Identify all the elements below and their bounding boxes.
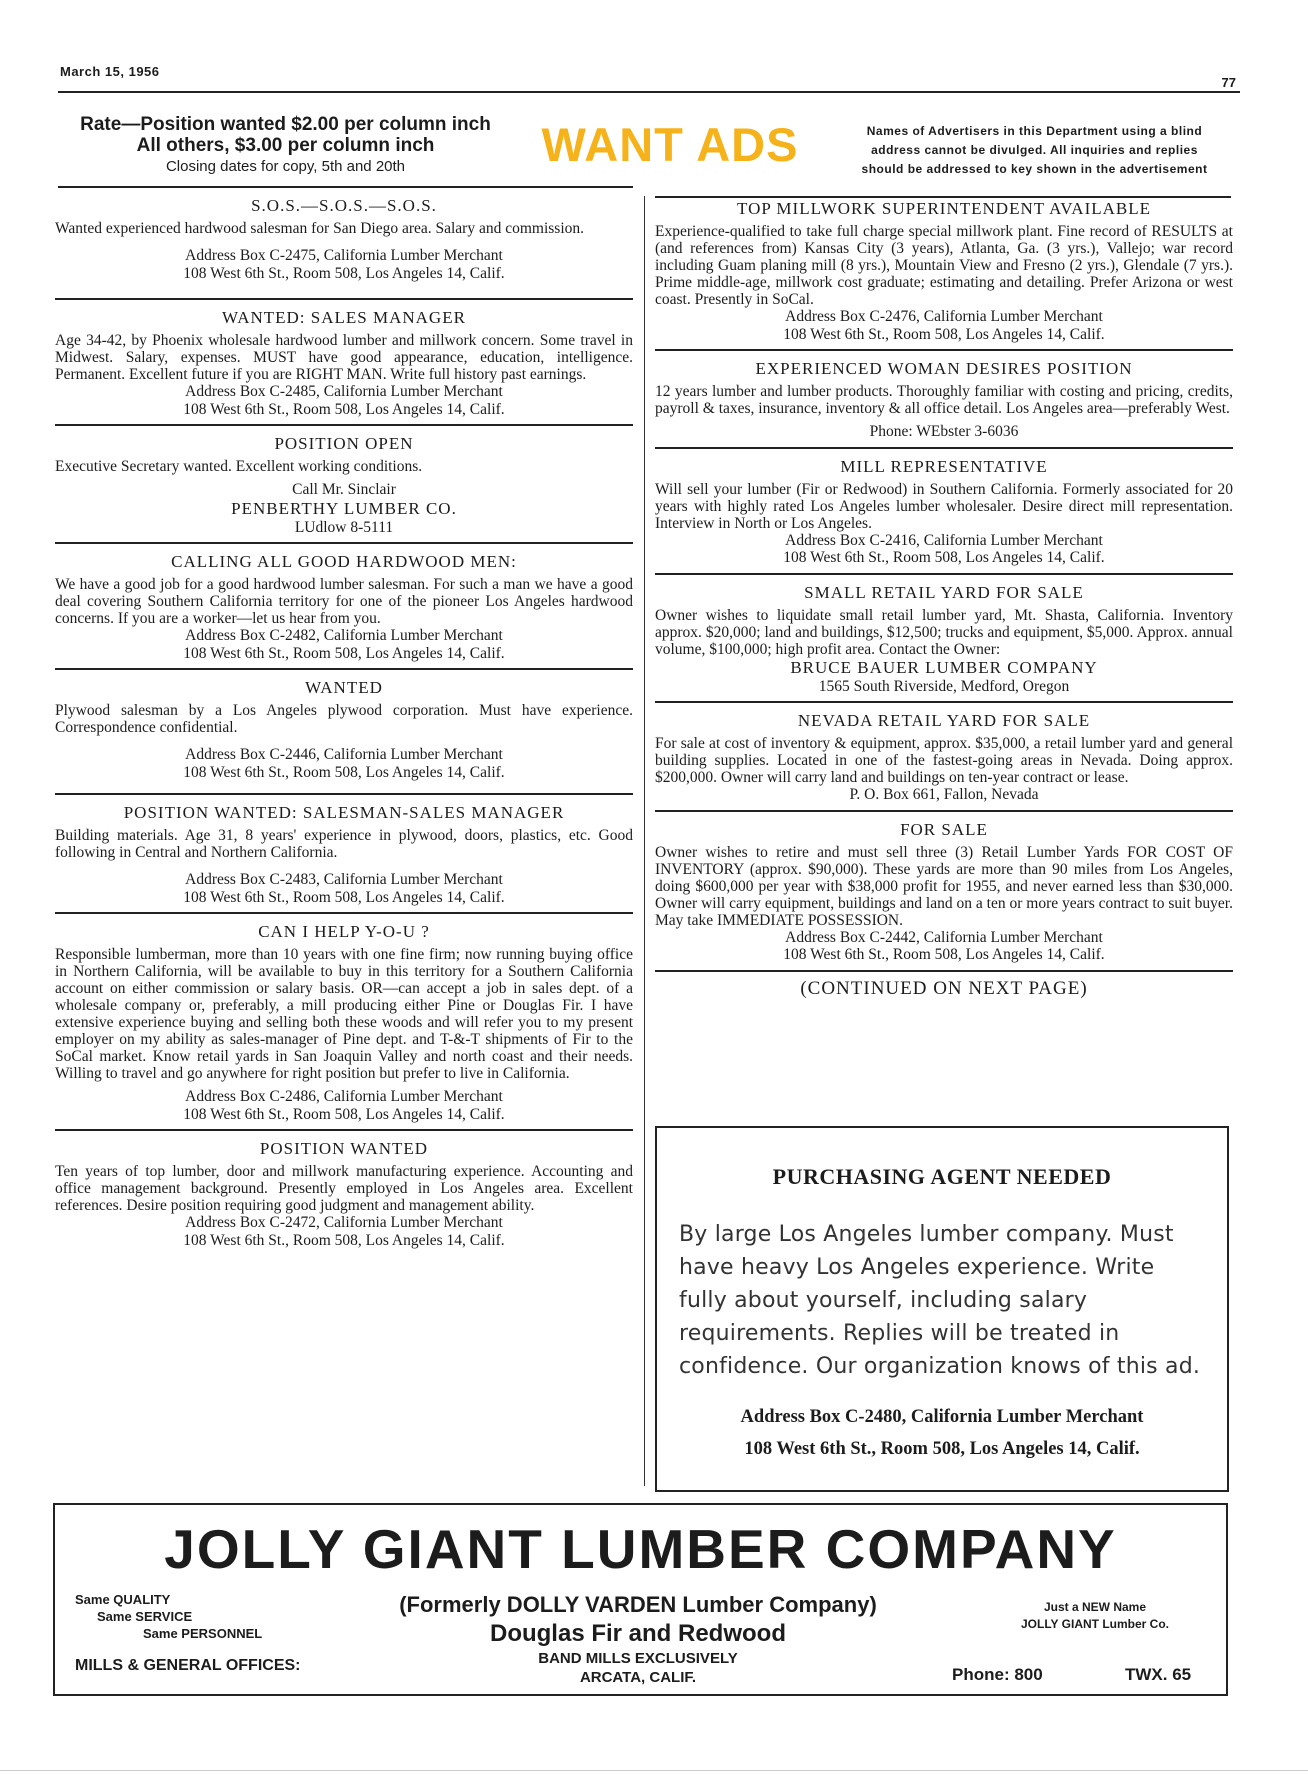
left-column xyxy=(55,188,633,1255)
company-details xyxy=(323,1591,953,1687)
ad-address: 108 West 6th St., Room 508, Los Angeles 14, Calif. xyxy=(183,400,505,418)
ad-plywood xyxy=(55,668,633,793)
ad-address: Address Box C-2482, California Lumber Merchant xyxy=(185,627,503,644)
ad-address: Address Box C-2416, California Lumber Merchant xyxy=(785,531,1103,549)
page-number: 77 xyxy=(1221,75,1236,90)
ad-body: Responsible lumberman, more than 10 years with one fine firm; now running buying office in Northern California, will be available to buy in this territory for a Southern California account on either commission or salary basis. OR—can accept a job in sales dept. of a wholesale company or, preferably, a mill producing either Pine or Douglas Fir. I have extensive experience buying and selling both these woods and will refer you to my present employer on my ability as sales-manager of Pine dept. and T-&-T shipments of Fir to the SoCal market. Know retail yards in San Joaquin Valley and north coast and their needs. Willing to travel and go anywhere for right position but prefer to live in California. xyxy=(55,946,633,1082)
same-quality: Same QUALITY xyxy=(75,1592,171,1607)
ad-body: Wanted experienced hardwood salesman for San Diego area. Salary and commission. xyxy=(55,220,585,237)
ad-heading: CALLING ALL GOOD HARDWOOD MEN: xyxy=(171,552,517,571)
ad-hardwood-men xyxy=(55,542,633,668)
ad-heading: WANTED: SALES MANAGER xyxy=(222,308,466,327)
ad-body: Building materials. Age 31, 8 years' experience in plywood, doors, plastics, etc. Good following in Central and Northern California. xyxy=(55,827,633,861)
ad-address: Address Box C-2472, California Lumber Merchant xyxy=(185,1214,503,1231)
notice-line: should be addressed to key shown in the advertisement xyxy=(861,162,1208,176)
ad-address: P. O. Box 661, Fallon, Nevada xyxy=(849,786,1039,803)
page-edge-rule xyxy=(0,1770,1308,1771)
ad-company: PENBERTHY LUMBER CO. xyxy=(231,498,457,518)
notice-line: address cannot be divulged. All inquiries and replies xyxy=(871,143,1198,157)
ad-heading: FOR SALE xyxy=(900,819,988,839)
same-service: Same SERVICE xyxy=(97,1609,193,1624)
ad-body: 12 years lumber and lumber products. Thoroughly familiar with costing and pricing, credits, payroll & taxes, insurance, inventory & all office detail. Los Angeles area—preferably West. xyxy=(655,383,1233,417)
ad-sales-manager xyxy=(55,298,633,424)
ad-body: By large Los Angeles lumber company. Must have heavy Los Angeles experience. Write fully about yourself, including salary requirements. Replies will be treated in confidence. Our organization knows of this ad. xyxy=(679,1222,1201,1379)
company-name: JOLLY GIANT LUMBER COMPANY xyxy=(164,1518,1117,1580)
continued-text: (CONTINUED ON NEXT PAGE) xyxy=(800,977,1088,999)
rate-line: Closing dates for copy, 5th and 20th xyxy=(165,158,406,175)
ad-address: Address Box C-2475, California Lumber Merchant xyxy=(185,247,503,264)
ad-address: Address Box C-2483, California Lumber Merchant xyxy=(185,871,503,888)
ad-woman xyxy=(655,349,1233,447)
ad-body: Ten years of top lumber, door and millwork manufacturing experience. Accounting and office management background. Presently employed in Los Angeles area. Excellent references. Desire position requiring good judgment and management ability. xyxy=(55,1163,633,1214)
notice-block xyxy=(832,122,1237,179)
twx-number: TWX. 65 xyxy=(1125,1665,1192,1684)
ad-address: 108 West 6th St., Room 508, Los Angeles 14, Calif. xyxy=(183,264,505,282)
band-mills: BAND MILLS EXCLUSIVELY xyxy=(538,1650,738,1667)
ad-sos xyxy=(55,188,633,298)
ad-address: Address Box C-2446, California Lumber Merchant xyxy=(185,746,503,763)
ad-body: For sale at cost of inventory & equipment, approx. $35,000, a retail lumber yard and general building supplies. Located in one of the fastest-going areas in Nevada. Doing approx. $200,000. Owner will carry land and buildings on ten-year contract or lease. xyxy=(655,735,1233,786)
ad-body: Owner wishes to liquidate small retail lumber yard, Mt. Shasta, California. Inventory approx. $20,000; land and buildings, $12,500; trucks and equipment, $5,000. Approx. annual volume, $100,000; high profit area. Contact the Owner: xyxy=(655,606,1233,658)
ad-address: 108 West 6th St., Room 508, Los Angeles 14, Calif. xyxy=(783,549,1105,566)
right-column xyxy=(655,199,1233,1006)
rate-line: All others, $3.00 per column inch xyxy=(136,135,435,156)
ad-position-wanted xyxy=(55,1129,633,1255)
ad-body: Plywood salesman by a Los Angeles plywood corporation. Must have experience. Correspondence confidential. xyxy=(55,702,633,736)
mills-offices: MILLS & GENERAL OFFICES: xyxy=(75,1657,301,1674)
notice-line: Names of Advertisers in this Department using a blind xyxy=(866,124,1203,138)
issue-date: March 15, 1956 xyxy=(60,64,160,79)
ad-heading: PURCHASING AGENT NEEDED xyxy=(772,1164,1112,1189)
ad-address-line: 108 West 6th St., Room 508, Los Angeles 14, Calif. xyxy=(744,1439,1140,1459)
ad-heading: CAN I HELP Y-O-U ? xyxy=(258,922,430,941)
jolly-giant-ad xyxy=(53,1503,1228,1696)
ad-heading: S.O.S.—S.O.S.—S.O.S. xyxy=(251,196,437,215)
continued-notice xyxy=(655,970,1233,1006)
phone-number: Phone: 800 xyxy=(952,1665,1043,1684)
ad-heading: EXPERIENCED WOMAN DESIRES POSITION xyxy=(755,359,1133,378)
rate-line: Rate—Position wanted $2.00 per column inch xyxy=(80,114,491,135)
top-rule xyxy=(58,91,1240,93)
ad-body: Owner wishes to retire and must sell three (3) Retail Lumber Yards FOR COST OF INVENTORY (approx. $90,000). These yards are more than 90 miles from Los Angeles, doing $600,000 per year with $38,000 profit for 1955, and never earned less than $30,000. Owner will carry equipment, buildings and land on a ten or more years contract to suit buyer. May take IMMEDIATE POSSESSION. xyxy=(655,843,1233,929)
ad-millwork xyxy=(655,199,1233,349)
ad-contact: Call Mr. Sinclair xyxy=(292,481,396,498)
ad-body: Age 34-42, by Phoenix wholesale hardwood lumber and millwork concern. Some travel in Midwest. Salary, expenses. MUST have good appearance, education, intelligence. Permanent. Excellent future if you are RIGHT MAN. Write full history past earnings. xyxy=(55,332,633,383)
ad-address: Address Box C-2486, California Lumber Merchant xyxy=(185,1088,503,1105)
ad-for-sale xyxy=(655,810,1233,970)
ad-body: Experience-qualified to take full charge special millwork plant. Fine record of RESULTS at (and references from) Kansas City (3 years), Atlanta, Ga. (3 yrs.), Vallejo; war record including Guam planing mill (8 yrs.), Mountain View and Fresno (2 yrs.), Glendale (7 yrs.). Prime middle-age, millwork cost graduate; estimating and detailing. Prefer Arizona or west coast. Presently in SoCal. xyxy=(655,223,1233,308)
ad-heading: TOP MILLWORK SUPERINTENDENT AVAILABLE xyxy=(737,199,1151,218)
new-name-line: Just a NEW Name xyxy=(1043,1600,1147,1614)
new-name-note xyxy=(975,1599,1215,1633)
same-list xyxy=(75,1591,315,1642)
ad-mill-rep xyxy=(655,447,1233,573)
ad-heading: SMALL RETAIL YARD FOR SALE xyxy=(804,582,1084,602)
same-personnel: Same PERSONNEL xyxy=(143,1626,263,1641)
ad-body: Executive Secretary wanted. Excellent working conditions. xyxy=(55,458,423,475)
ad-address: Address Box C-2485, California Lumber Merchant xyxy=(185,383,503,400)
ad-heading: WANTED xyxy=(305,678,383,697)
ad-heading: MILL REPRESENTATIVE xyxy=(840,456,1048,476)
ad-nevada-yard xyxy=(655,701,1233,810)
ad-address: 108 West 6th St., Room 508, Los Angeles 14, Calif. xyxy=(783,946,1105,963)
header-rule xyxy=(655,196,1231,198)
ad-phone: Phone: WEbster 3-6036 xyxy=(869,423,1019,440)
ad-body: Will sell your lumber (Fir or Redwood) in Southern California. Formerly associated for 20 years with highly rated Los Angeles lumber wholesaler. Desire direct mill representation. Interview in North or Los Angeles. xyxy=(655,480,1233,532)
ad-address: 108 West 6th St., Room 508, Los Angeles 14, Calif. xyxy=(783,325,1105,343)
ad-heading: POSITION WANTED: SALESMAN-SALES MANAGER xyxy=(123,803,565,822)
formerly-name: (Formerly DOLLY VARDEN Lumber Company) xyxy=(399,1592,877,1617)
ad-address: 108 West 6th St., Room 508, Los Angeles 14, Calif. xyxy=(183,644,505,662)
ad-salesman-sales-manager xyxy=(55,793,633,912)
new-name-line: JOLLY GIANT Lumber Co. xyxy=(1020,1617,1170,1631)
ad-body: We have a good job for a good hardwood lumber salesman. For such a man we have a good deal covering Southern California territory for one of the pioneer Los Angeles hardwood concerns. If you are a worker—let us hear from you. xyxy=(55,576,633,627)
ad-address: 108 West 6th St., Room 508, Los Angeles 14, Calif. xyxy=(183,763,505,781)
ad-phone: LUdlow 8-5111 xyxy=(294,518,394,536)
product-line: Douglas Fir and Redwood xyxy=(489,1620,786,1647)
location: ARCATA, CALIF. xyxy=(579,1669,697,1686)
ad-small-yard xyxy=(655,573,1233,702)
ad-address: 108 West 6th St., Room 508, Los Angeles 14, Calif. xyxy=(183,1231,505,1249)
ad-address: 108 West 6th St., Room 508, Los Angeles 14, Calif. xyxy=(183,1105,505,1123)
column-divider xyxy=(644,196,645,1486)
ad-address: 1565 South Riverside, Medford, Oregon xyxy=(818,677,1070,695)
ad-address: 108 West 6th St., Room 508, Los Angeles 14, Calif. xyxy=(183,888,505,906)
ad-heading: NEVADA RETAIL YARD FOR SALE xyxy=(797,711,1091,730)
ad-heading: POSITION OPEN xyxy=(274,434,414,453)
ad-address xyxy=(657,1401,1227,1465)
rate-block xyxy=(58,114,513,177)
section-title: WANT ADS xyxy=(541,118,799,171)
ad-position-open xyxy=(55,424,633,542)
ad-help-you xyxy=(55,912,633,1129)
ad-company: BRUCE BAUER LUMBER COMPANY xyxy=(790,657,1098,677)
ad-address-line: Address Box C-2480, California Lumber Merchant xyxy=(740,1407,1144,1427)
ad-address: Address Box C-2442, California Lumber Merchant xyxy=(785,928,1103,946)
ad-heading: POSITION WANTED xyxy=(259,1139,429,1158)
ad-address: Address Box C-2476, California Lumber Merchant xyxy=(785,308,1103,325)
purchasing-agent-ad xyxy=(655,1126,1229,1492)
